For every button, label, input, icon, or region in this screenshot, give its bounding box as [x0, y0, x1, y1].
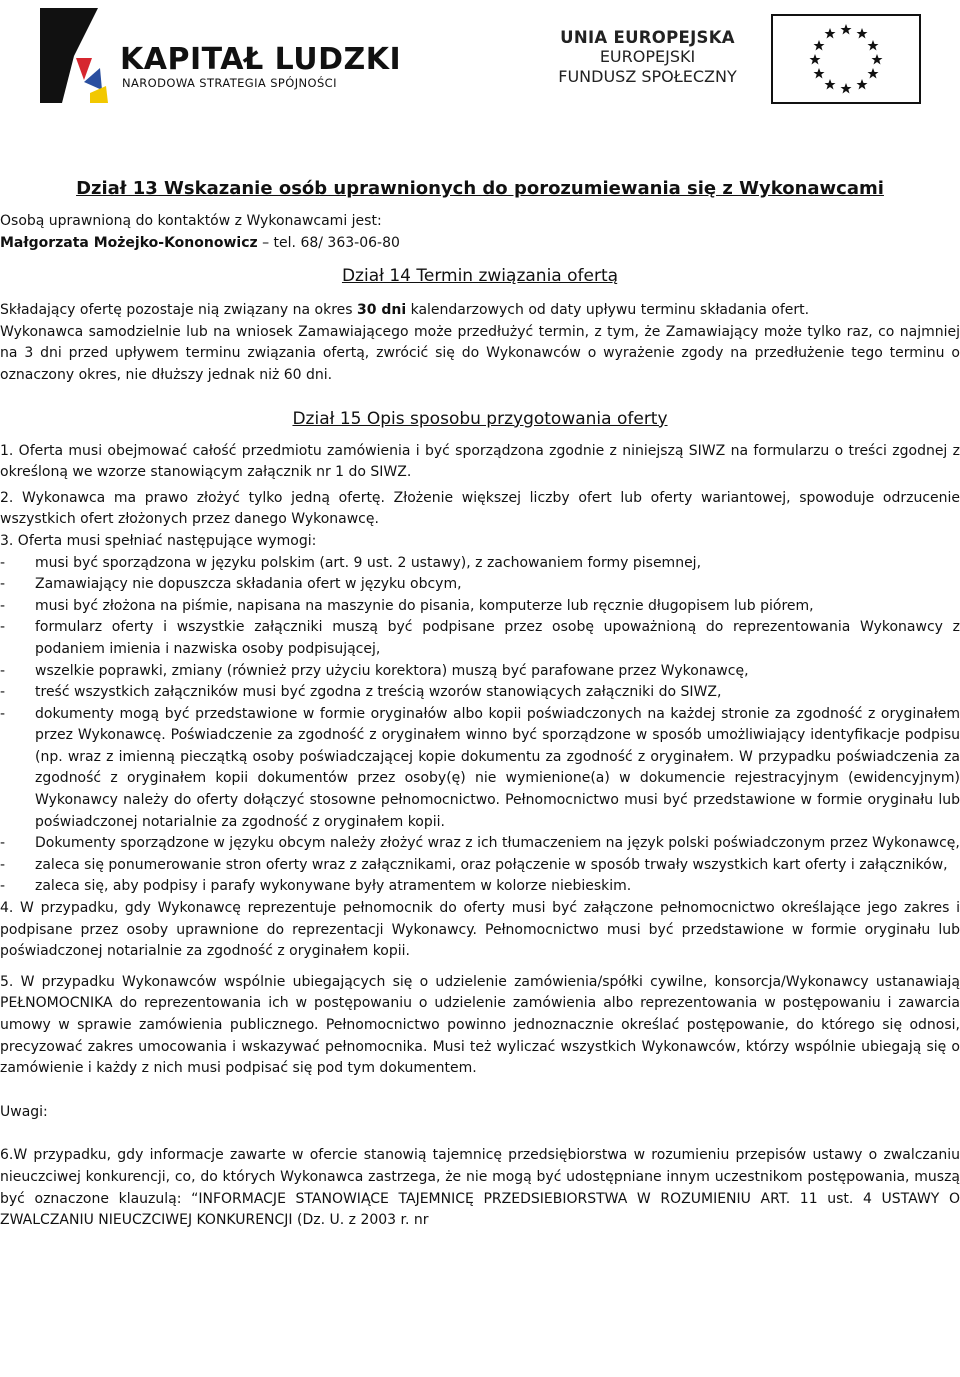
section15-p5: 5. W przypadku Wykonawców wspólnie ubiegających się o udzielenie zamówienia/spółki cywilne, konsorcja/Wykonawcy ustanawiają PEŁNOMOCNIKA do reprezentowania ich w postępowaniu o udzielenie zamówienia albo reprezentowania w postępowaniu i zawarcia umowy w sprawie zamówienia publicznego. Pełnomocnictwo powinno jednoznacznie określać postępowanie, do którego się odnosi, precyzować zakres umocowania i wskazywać pełnomocnika. Musi też wyliczać wszystkich Wykonawców, którzy wspólnie ubiegają się o zamówienie i każdy z nich musi podpisać się pod tym dokumentem.	[0, 973, 960, 1077]
list-dash: -	[0, 554, 6, 571]
eu-logo-line1: UNIA EUROPEJSKA	[560, 28, 735, 47]
section13-contact	[0, 233, 960, 255]
list-item-text: wszelkie poprawki, zmiany (również przy użyciu korektora) muszą być parafowane przez Wykonawcę,	[35, 662, 749, 679]
eu-logo-line3: FUNDUSZ SPOŁECZNY	[558, 67, 737, 86]
list-item	[0, 682, 960, 704]
section13-heading: Dział 13 Wskazanie osób uprawnionych do porozumiewania się z Wykonawcami	[76, 178, 884, 199]
list-item	[0, 596, 960, 618]
section15-p4: 4. W przypadku, gdy Wykonawcę reprezentuje pełnomocnik do oferty musi być załączone pełnomocnictwo określające jego zakres i podpisane przez osoby uprawnione do reprezentacji Wykonawcy. Pełnomocnictwo musi być przedstawione w formie oryginału lub poświadczonej notarialnie za zgodność z oryginałem kopii.	[0, 900, 960, 960]
section15-p3: 3. Oferta musi spełniać następujące wymogi:	[0, 532, 317, 549]
list-dash: -	[0, 878, 6, 895]
list-dash: -	[0, 705, 6, 722]
eu-logo-line2: EUROPEJSKI	[599, 47, 696, 66]
list-item	[0, 617, 960, 660]
uwagi-label: Uwagi:	[0, 1103, 48, 1120]
list-dash: -	[0, 619, 6, 636]
list-item	[0, 661, 960, 683]
list-item	[0, 553, 960, 575]
document-body	[0, 178, 960, 1232]
kapital-ludzki-subtitle: NARODOWA STRATEGIA SPÓJNOŚCI	[122, 76, 337, 90]
kapital-ludzki-emblem-icon	[40, 8, 112, 103]
list-item-text: zaleca się ponumerowanie stron oferty wraz z załącznikami, oraz połączenie w sposób trwały wszystkich kart oferty i załączników,	[35, 856, 948, 873]
contact-tel: – tel. 68/ 363-06-80	[257, 234, 400, 251]
list-dash: -	[0, 835, 6, 852]
list-dash: -	[0, 856, 6, 873]
section14-p1-a: Składający ofertę pozostaje nią związany na okres	[0, 302, 357, 319]
list-item-text: musi być sporządzona w języku polskim (art. 9 ust. 2 ustawy), z zachowaniem formy pisemnej,	[35, 554, 702, 571]
contact-name: Małgorzata Możejko-Kononowicz	[0, 234, 258, 251]
requirements-list	[0, 553, 960, 899]
kapital-ludzki-logo	[40, 8, 402, 103]
list-item-text: musi być złożona na piśmie, napisana na maszynie do pisania, komputerze lub ręcznie długopisem lub piórem,	[35, 597, 814, 614]
section15-p2: 2. Wykonawca ma prawo złożyć tylko jedną ofertę. Złożenie większej liczby ofert lub oferty wariantowej, spowoduje odrzucenie wszystkich ofert złożonych przez danego Wykonawcę.	[0, 489, 960, 528]
section14-p2: Wykonawca samodzielnie lub na wniosek Zamawiającego może przedłużyć termin, z tym, że Zamawiający może tylko raz, co najmniej na 3 dni przed upływem terminu związania ofertą, zwrócić się do Wykonawców o wyrażenie zgody na przedłużenie tego terminu o oznaczony okres, nie dłuższy jednak niż 60 dni.	[0, 323, 960, 383]
list-item-text: dokumenty mogą być przedstawione w formie oryginałów albo kopii poświadczonych na każdej stronie za zgodność z oryginałem przez Wykonawcę. Poświadczenie za zgodność z oryginałem winno być sporządzone w sposób umożliwiający identyfikacje podpisu (np. wraz z imienną pieczątką osoby poświadczającej kopie dokumentu za zgodność z oryginałem. W przypadku poświadczenia za zgodność z oryginałem kopii dokumentów przez osoby(ę) nie wymienione(a) w dokumencie rejestracyjnym (ewidencyjnym) Wykonawcy należy do oferty dołączyć stosowne pełnomocnictwo. Pełnomocnictwo musi być przedstawione w formie oryginału lub poświadczonej notarialnie za zgodność z oryginałem kopii.	[35, 705, 960, 830]
section14-p1	[0, 300, 960, 322]
list-item-text: treść wszystkich załączników musi być zgodna z treścią wzorów stanowiących załączniki do SIWZ,	[35, 684, 722, 701]
list-item	[0, 833, 960, 855]
list-item	[0, 855, 960, 877]
kapital-ludzki-title: KAPITAŁ LUDZKI	[120, 42, 402, 77]
page-header	[0, 0, 960, 120]
list-dash: -	[0, 662, 6, 679]
list-item-text: Dokumenty sporządzone w języku obcym należy złożyć wraz z ich tłumaczeniem na język polski poświadczonym przez Wykonawcę,	[35, 835, 960, 852]
section14-p1-bold: 30 dni	[357, 302, 407, 319]
eu-flag-icon	[771, 14, 921, 104]
eu-logo-text	[540, 28, 755, 87]
list-item-text: zaleca się, aby podpisy i parafy wykonywane były atramentem w kolorze niebieskim.	[35, 878, 632, 895]
list-dash: -	[0, 684, 6, 701]
section14-heading: Dział 14 Termin związania ofertą	[341, 266, 619, 287]
list-dash: -	[0, 597, 6, 614]
list-item-text: Zamawiający nie dopuszcza składania ofert w języku obcym,	[35, 576, 462, 593]
list-dash: -	[0, 576, 6, 593]
list-item-text: formularz oferty i wszystkie załączniki muszą być podpisane przez osobę upoważnioną do reprezentowania Wykonawcy z podaniem imienia i nazwiska osoby podpisującej,	[35, 619, 960, 657]
list-item	[0, 876, 960, 898]
list-item	[0, 574, 960, 596]
list-item	[0, 704, 960, 834]
section13-line1: Osobą uprawnioną do kontaktów z Wykonawcami jest:	[0, 213, 382, 229]
section15-p6: 6.W przypadku, gdy informacje zawarte w ofercie stanowią tajemnicę przedsiębiorstwa w rozumieniu przepisów ustawy o zwalczaniu nieuczciwej konkurencji, co, do których Wykonawca zastrzega, że nie mogą być udostępniane innym uczestnikom postępowania, muszą być oznaczone klauzulą: “INFORMACJE STANOWIĄCE TAJEMNICĘ PRZEDSIEBIORSTWA W ROZUMIENIU ART. 11 ust. 4 USTAWY O ZWALCZANIU NIEUCZCIWEJ KONKURENCJI (Dz. U. z 2003 r. nr	[0, 1147, 960, 1229]
section15-heading: Dział 15 Opis sposobu przygotowania oferty	[292, 408, 668, 429]
section15-p1: 1. Oferta musi obejmować całość przedmiotu zamówienia i być sporządzona zgodnie z niniejszą SIWZ na formularzu o treści zgodnej z określoną we wzorze stanowiącym załącznik nr 1 do SIWZ.	[0, 442, 960, 481]
section14-p1-b: kalendarzowych od daty upływu terminu składania ofert.	[406, 302, 810, 319]
